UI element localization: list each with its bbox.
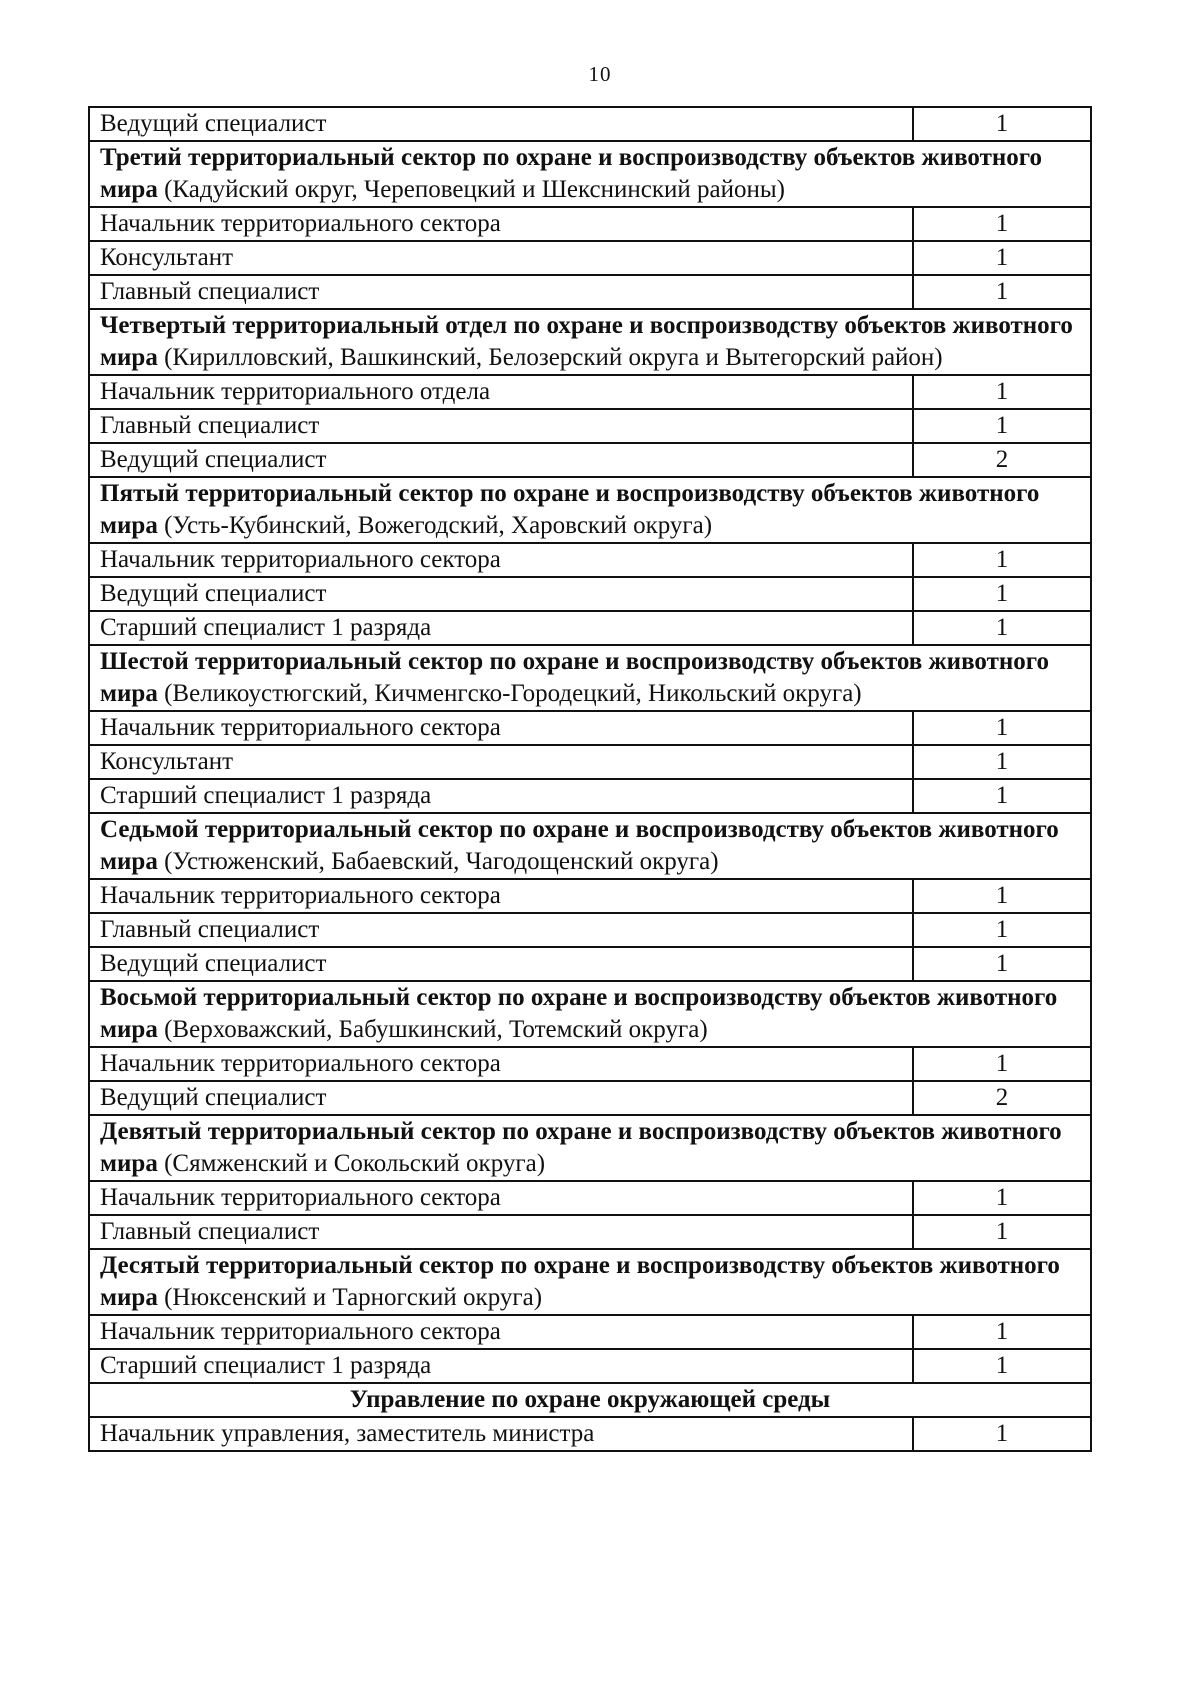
position-row [89, 1047, 1091, 1081]
department-header: Управление по охране окружающей среды [89, 1383, 1091, 1417]
staffing-table-body [89, 107, 1091, 1451]
position-row [89, 107, 1091, 141]
position-row [89, 375, 1091, 409]
position-count: 1 [913, 1047, 1091, 1081]
section-header-row [89, 1115, 1091, 1181]
position-count: 1 [913, 375, 1091, 409]
section-districts: (Кадуйский округ, Череповецкий и Шекснинский районы) [157, 176, 785, 203]
position-row [89, 1315, 1091, 1349]
section-name: Шестой территориальный сектор по охране и воспроизводству объектов животного мира [100, 648, 1049, 707]
position-title: Начальник территориального сектора [89, 1047, 913, 1081]
position-title: Начальник территориального сектора [89, 207, 913, 241]
position-row [89, 1417, 1091, 1451]
position-row [89, 947, 1091, 981]
position-count: 1 [913, 1315, 1091, 1349]
position-title: Начальник территориального сектора [89, 711, 913, 745]
position-row [89, 207, 1091, 241]
position-count: 1 [913, 947, 1091, 981]
position-count: 2 [913, 1081, 1091, 1115]
position-row [89, 611, 1091, 645]
position-count: 1 [913, 779, 1091, 813]
section-header-row [89, 645, 1091, 711]
position-title: Ведущий специалист [89, 577, 913, 611]
section-name: Четвертый территориальный отдел по охране и воспроизводству объектов животного мира [100, 312, 1073, 371]
position-title: Консультант [89, 241, 913, 275]
position-row [89, 745, 1091, 779]
position-title: Ведущий специалист [89, 947, 913, 981]
section-districts: (Усть-Кубинский, Вожегодский, Харовский округа) [157, 512, 713, 539]
section-districts: (Сямженский и Сокольский округа) [157, 1150, 546, 1177]
position-count: 1 [913, 409, 1091, 443]
position-row [89, 913, 1091, 947]
section-name: Третий территориальный сектор по охране и воспроизводству объектов животного мира [100, 144, 1042, 203]
section-districts: (Великоустюгский, Кичменгско-Городецкий, Никольский округа) [157, 680, 862, 707]
section-districts: (Нюксенский и Тарногский округа) [157, 1284, 543, 1311]
section-districts: (Верховажский, Бабушкинский, Тотемский округа) [157, 1016, 708, 1043]
position-title: Главный специалист [89, 913, 913, 947]
position-title: Главный специалист [89, 409, 913, 443]
position-title: Начальник территориального отдела [89, 375, 913, 409]
section-header [89, 477, 1091, 543]
position-row [89, 711, 1091, 745]
position-count: 1 [913, 1181, 1091, 1215]
section-name: Девятый территориальный сектор по охране и воспроизводству объектов животного мира [100, 1118, 1062, 1177]
position-title: Главный специалист [89, 1215, 913, 1249]
section-header [89, 981, 1091, 1047]
section-name: Восьмой территориальный сектор по охране и воспроизводству объектов животного мира [100, 984, 1058, 1043]
position-title: Начальник территориального сектора [89, 543, 913, 577]
position-row [89, 1349, 1091, 1383]
section-districts: (Кирилловский, Вашкинский, Белозерский округа и Вытегорский район) [157, 344, 943, 371]
position-row [89, 275, 1091, 309]
position-title: Ведущий специалист [89, 107, 913, 141]
position-row [89, 443, 1091, 477]
position-count: 1 [913, 1215, 1091, 1249]
position-title: Начальник территориального сектора [89, 1315, 913, 1349]
position-title: Главный специалист [89, 275, 913, 309]
section-header-row [89, 1249, 1091, 1315]
position-row [89, 879, 1091, 913]
position-row [89, 241, 1091, 275]
position-title: Ведущий специалист [89, 443, 913, 477]
section-districts: (Устюженский, Бабаевский, Чагодощенский округа) [157, 848, 719, 875]
position-title: Старший специалист 1 разряда [89, 611, 913, 645]
position-count: 1 [913, 913, 1091, 947]
section-header [89, 813, 1091, 879]
position-count: 1 [913, 711, 1091, 745]
position-count: 1 [913, 107, 1091, 141]
section-header [89, 141, 1091, 207]
position-count: 1 [913, 241, 1091, 275]
position-row [89, 1181, 1091, 1215]
position-title: Старший специалист 1 разряда [89, 779, 913, 813]
section-header-row [89, 309, 1091, 375]
page-number: 10 [588, 62, 612, 86]
position-count: 1 [913, 611, 1091, 645]
position-count: 1 [913, 879, 1091, 913]
section-header [89, 309, 1091, 375]
position-count: 1 [913, 745, 1091, 779]
section-header-row [89, 981, 1091, 1047]
position-row [89, 779, 1091, 813]
position-row [89, 543, 1091, 577]
position-row [89, 577, 1091, 611]
section-header-row [89, 813, 1091, 879]
section-name: Десятый территориальный сектор по охране и воспроизводству объектов животного мира [100, 1252, 1060, 1311]
position-count: 1 [913, 1417, 1091, 1451]
position-title: Начальник управления, заместитель министра [89, 1417, 913, 1451]
section-name: Пятый территориальный сектор по охране и воспроизводству объектов животного мира [100, 480, 1040, 539]
position-row [89, 409, 1091, 443]
position-count: 2 [913, 443, 1091, 477]
position-row [89, 1081, 1091, 1115]
position-count: 1 [913, 275, 1091, 309]
position-count: 1 [913, 577, 1091, 611]
section-header [89, 1249, 1091, 1315]
department-header-row [89, 1383, 1091, 1417]
position-count: 1 [913, 1349, 1091, 1383]
position-title: Консультант [89, 745, 913, 779]
position-title: Старший специалист 1 разряда [89, 1349, 913, 1383]
position-count: 1 [913, 207, 1091, 241]
staffing-table [88, 106, 1092, 1452]
position-row [89, 1215, 1091, 1249]
position-title: Начальник территориального сектора [89, 879, 913, 913]
section-header [89, 1115, 1091, 1181]
section-header-row [89, 141, 1091, 207]
section-name: Седьмой территориальный сектор по охране и воспроизводству объектов животного мира [100, 816, 1059, 875]
position-title: Ведущий специалист [89, 1081, 913, 1115]
position-count: 1 [913, 543, 1091, 577]
section-header [89, 645, 1091, 711]
section-header-row [89, 477, 1091, 543]
position-title: Начальник территориального сектора [89, 1181, 913, 1215]
